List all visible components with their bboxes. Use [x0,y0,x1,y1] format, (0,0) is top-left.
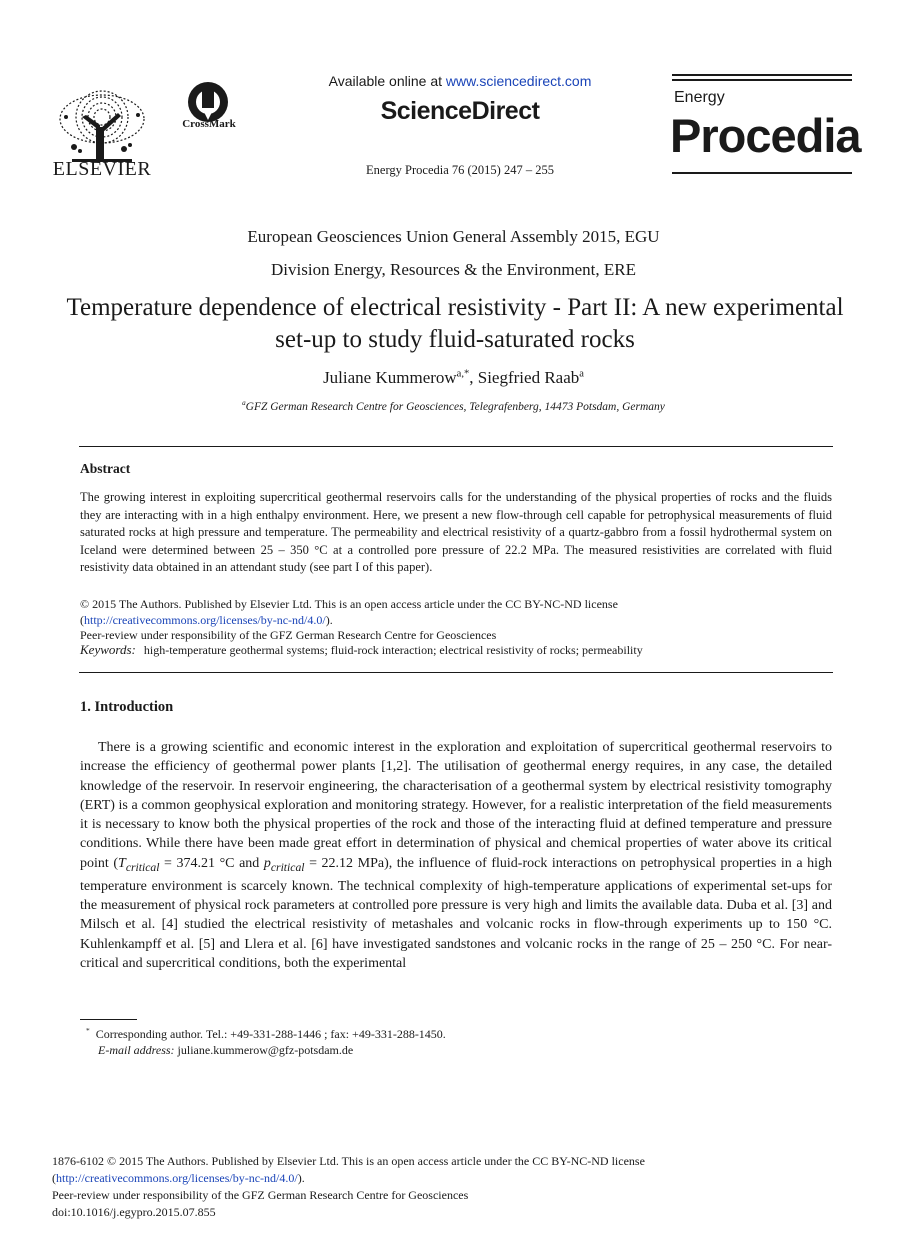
footnote-email: E-mail address: juliane.kummerow@gfz-potsdam.de [98,1043,354,1057]
abstract-copyright: © 2015 The Authors. Published by Elsevier Ltd. This is an open access article under the CC BY-NC-ND license (http://creativecommons.org/licenses/by-nc-nd/4.0/). [80,597,618,627]
journal-logo-underline [672,172,852,174]
journal-reference: Energy Procedia 76 (2015) 247 – 255 [366,163,554,177]
abstract-text: The growing interest in exploiting supercritical geothermal reservoirs calls for the understanding of the physical properties of rocks and the fluids they are interacting with in a high enthalpy environment. Here, we present a new flow-through cell capable for petrophysical measurements of fluid saturated rocks at high pressure and temperature. The permeability and electrical resistivity of a quartz-gabbro from a fossil hydrothermal system on Iceland were determined between 25 – 350 °C at a controlled pore pressure of 22.2 MPa. The measured resistivities are correlated with fluid resistivity data obtained in an attendant study (see part I of this paper). [80,490,832,574]
email-address[interactable]: juliane.kummerow@gfz-potsdam.de [177,1043,354,1057]
introduction-paragraph: There is a growing scientific and economic interest in the exploration and exploitation of supercritical geothermal reservoirs to increase the efficiency of geothermal power plants [1,2]. The utilisation of geothermal energy requires, in any case, the detailed knowledge of the reservoir. In reservoir engineering, the characterisation of a geothermal system by electrical resistivity tomography (ERT) is a common geophysical exploration and monitoring strategy. However, for a realistic interpretation of the field measurements it is necessary to know both the physical properties of the rock and those of the interacting fluid at defined temperature and pressure conditions. While there have been made great effort in determination of physical and chemical properties of water above its critical point ($T_{critical} = 374.21$ °C and $p_{critical} = 22.12$ MPa), the influence of fluid-rock interactions on petrophysical properties in a high temperature environment is scarcely known. The technical complexity of high-temperature applications of experimental set-ups for the measurement of physical rock parameters at controlled pore pressure is very high and limits the available data. Duba et al. [3] and Milsch et al. [4] studied the electrical resistivity of metashales and volcanic rocks in flow-through experiments up to 150 °C. Kuhlenkampff et al. [5] and Llera et al. [6] have investigated sandstones and volcanic rocks in the range of 25 – 250 °C. For near-critical and supercritical conditions, both the experimental [80,740,832,972]
affiliation: $^a$GFZ German Research Centre for Geosciences, Telegrafenberg, 14473 Potsdam, Germany [242,399,665,413]
bottom-license-link[interactable]: http://creativecommons.org/licenses/by-nc-nd/4.0/ [56,1171,298,1185]
journal-logo-small: Energy [674,89,725,106]
doi[interactable]: doi:10.1016/j.egypro.2015.07.855 [52,1205,216,1219]
keywords-label: Keywords: [80,642,136,657]
license-link[interactable]: http://creativecommons.org/licenses/by-nc-nd/4.0/ [84,613,326,627]
footnote-corresponding: * Corresponding author. Tel.: +49-331-288-1446 ; fax: +49-331-288-1450. [86,1026,446,1041]
platform-name: ScienceDirect [380,97,540,125]
conference-line-1: European Geosciences Union General Assembly 2015, EGU [247,227,660,246]
section-heading-introduction: 1. Introduction [80,699,174,715]
keywords: Keywords: high-temperature geothermal systems; fluid-rock interaction; electrical resistivity of rocks; permeability [80,642,643,657]
sciencedirect-link[interactable]: www.sciencedirect.com [445,73,592,89]
authors: Juliane Kummerow$^{a,*}$, Siegfried Raab$^a$ [323,368,584,387]
conference-line-2: Division Energy, Resources & the Environment, ERE [271,260,636,279]
journal-logo-rules [672,74,852,84]
author-2: Siegfried Raab [477,368,580,387]
divider-bottom [79,672,833,673]
abstract-heading: Abstract [80,461,131,476]
bottom-license-block: 1876-6102 © 2015 The Authors. Published by Elsevier Ltd. This is an open access article under the CC BY-NC-ND license (http://creativecommons.org/licenses/by-nc-nd/4.0/). Peer-review under responsibility of the GFZ German Research Centre for Geosciences doi:10.1016/j.egypro.2015.07.855 [52,1153,772,1221]
footnote-rule [80,1019,137,1020]
journal-logo-big: Procedia [670,109,861,162]
paper-title: Temperature dependence of electrical resistivity - Part II: A new experimental set-up to study fluid-saturated rocks [66,294,844,353]
divider-top [79,446,833,447]
crossmark-label: CrossMark [182,118,236,130]
available-online: Available online at www.sciencedirect.com [328,73,592,89]
publisher-name: ELSEVIER [52,158,152,180]
peer-review-note: Peer-review under responsibility of the GFZ German Research Centre for Geosciences [80,628,497,642]
author-1: Juliane Kummerow [323,368,457,387]
